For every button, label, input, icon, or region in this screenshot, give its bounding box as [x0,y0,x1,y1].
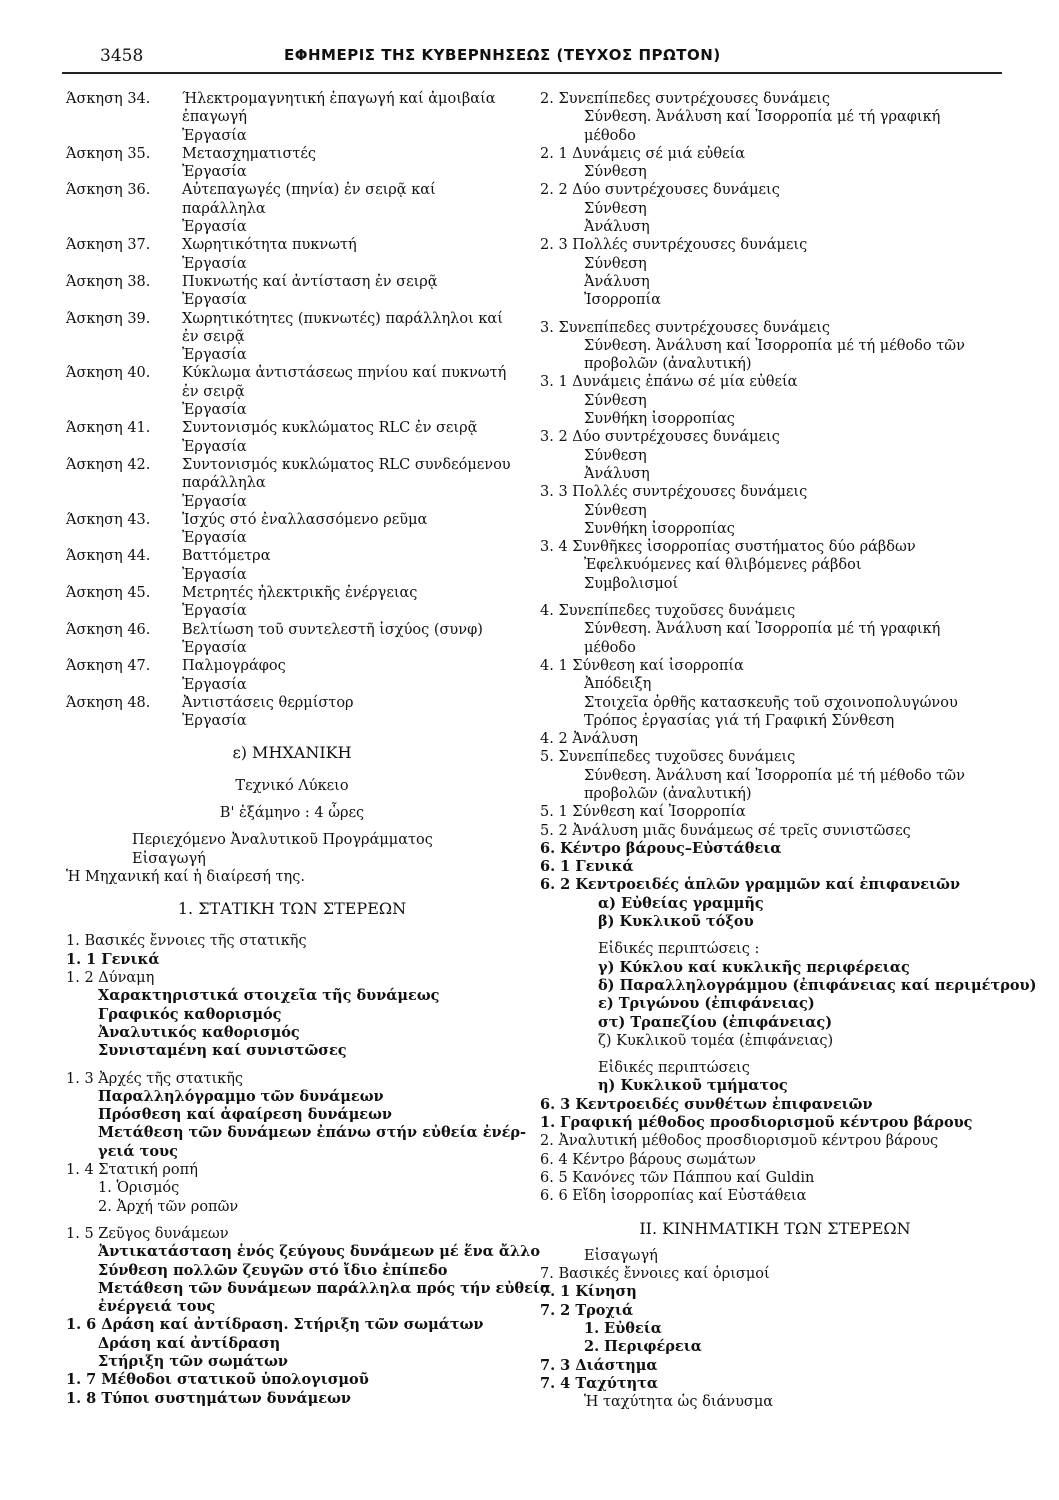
page-header [0,46,1059,70]
outline-line: 1. 1 Γενικά [66,950,160,968]
outline-line: 5. 1 Σύνθεση καί Ἰσορροπία [540,804,746,821]
outline-line: 2. Ἀρχή τῶν ροπῶν [98,1198,239,1215]
outline-line: Ἐφελκυόμενες καί θλιβόμενες ράβδοι [584,557,862,574]
outline-line: Ἡ ταχύτητα ὡς διάνυσμα [584,1394,774,1411]
outline-line: α) Εὐθείας γραμμῆς [598,894,764,912]
outline-line: Παραλληλόγραμμο τῶν δυνάμεων [98,1087,384,1105]
exercise-title: Ἰσχύς στό ἐναλλασσόμενο ρεῦμα [182,511,428,528]
work-line: Ἐργασία [182,639,247,656]
exercise-title: Βαττόμετρα [182,548,271,565]
school-type: Τεχνικό Λύκειο [235,777,349,794]
exercise-46 [66,621,518,639]
outline-line: 1. 5 Ζεῦγος δυνάμεων [66,1225,229,1242]
outline-line: β) Κυκλικοῦ τόξου [598,913,754,931]
exercise-label: Άσκηση 41. [66,420,151,437]
statics-title: 1. ΣΤΑΤΙΚΗ ΤΩΝ ΣΤΕΡΕΩΝ [177,899,407,919]
outline-line: 5. Συνεπίπεδες τυχοῦσες δυνάμεις [540,749,796,766]
exercise-title: Παλμογράφος [182,658,286,675]
work-line: Ἐργασία [182,402,247,419]
outline-line: Συμβολισμοί [584,575,679,592]
exercise-35 [66,145,518,163]
outline-line: 1. 7 Μέθοδοι στατικοῦ ὑπολογισμοῦ [66,1371,369,1389]
outline-line: 7. 4 Ταχύτητα [540,1374,659,1392]
outline-line: 6. 3 Κεντροειδές συνθέτων ἐπιφανειῶν [540,1095,873,1113]
outline-line: 4. 2 Ἀνάλυση [540,731,638,748]
outline-line: 1. 8 Τύποι συστημάτων δυνάμεων [66,1389,351,1407]
exercise-title: Συντονισμός κυκλώματος RLC συνδεόμενου παράλληλα [182,456,511,492]
work-line: Ἐργασία [182,566,247,583]
outline-line: Ἀνάλυση [584,273,650,290]
exercise-34 [66,90,518,127]
left-column [66,90,552,1408]
outline-line: Σύνθεση. Ἀνάλυση καί Ἰσορροπία μέ τή μέθοδο τῶν [584,767,965,784]
outline-line: Ἀπόδειξη [584,676,652,693]
outline-line: Ἀντικατάσταση ἑνός ζεύγους δυνάμεων μέ ἕνα ἄλλο [98,1243,540,1261]
exercise-label: Άσκηση 36. [66,182,151,199]
exercise-title: Μετρητές ἠλεκτρικῆς ἐνέργειας [182,585,418,602]
program-contents: Περιεχόμενο Ἀναλυτικοῦ Προγράμματος [132,832,433,849]
exercise-40 [66,364,518,401]
outline-line: 6. 4 Κέντρο βάρους σωμάτων [540,1151,756,1168]
outline-line: Μετάθεση τῶν δυνάμεων παράλληλα πρός τήν εὐθεία [98,1279,552,1297]
outline-line: Μετάθεση τῶν δυνάμεων ἐπάνω στήν εὐθεία ἐνέρ- [98,1124,527,1142]
outline-line: Χαρακτηριστικά στοιχεῖα τῆς δυνάμεως [98,987,440,1005]
outline-line: 2. 3 Πολλές συντρέχουσες δυνάμεις [540,237,808,254]
outline-line: 1. 2 Δύναμη [66,970,155,987]
exercise-title: Ἀντιστάσεις θερμίστορ [182,694,354,711]
outline-line: Συνθήκη ἰσορροπίας [584,520,735,537]
work-line: Ἐργασία [182,127,247,144]
exercise-title: Συντονισμός κυκλώματος RLC ἐν σειρᾷ [182,420,478,437]
outline-line: 6. 2 Κεντροειδές ἁπλῶν γραμμῶν καί ἐπιφανειῶν [540,876,961,894]
page-number: 3458 [100,46,144,66]
exercise-label: Άσκηση 35. [66,145,151,162]
outline-line: Ἀνάλυση [584,219,650,236]
exercise-label: Άσκηση 38. [66,273,151,290]
outline-line: 6. 1 Γενικά [540,858,634,876]
outline-line: 3. 1 Δυνάμεις ἐπάνω σέ μία εὐθεία [540,374,798,391]
outline-line: 7. 3 Διάστημα [540,1356,658,1374]
outline-line: 5. 2 Ἀνάλυση μιᾶς δυνάμεως σέ τρεῖς συνιστῶσες [540,822,911,839]
outline-line: 1. Ὁρισμός [98,1180,180,1197]
outline-line: Ἀνάλυση [584,465,650,482]
outline-line: 3. 3 Πολλές συντρέχουσες δυνάμεις [540,484,808,501]
outline-line: Σύνθεση [584,164,647,181]
outline-line: 1. Εὐθεία [584,1320,662,1337]
exercise-label: Άσκηση 37. [66,237,151,254]
outline-line: Στοιχεῖα ὀρθῆς κατασκευῆς τοῦ σχοινοπολυγώνου [584,694,958,711]
outline-line: προβολῶν (ἀναλυτική) [584,785,752,802]
outline-line: Δράση καί ἀντίδραση [98,1334,281,1352]
outline-line: 6. 5 Κανόνες τῶν Πάππου καί Guldin [540,1169,815,1186]
outline-line: 3. 4 Συνθῆκες ἰσορροπίας συστήματος δύο ράβδων [540,539,916,556]
work-line: Ἐργασία [182,219,247,236]
exercise-title: Χωρητικότητα πυκνωτή [182,237,357,254]
outline-line: Σύνθεση [584,200,647,217]
outline-line: 2. 2 Δύο συντρέχουσες δυνάμεις [540,182,780,199]
work-line: Ἐργασία [182,713,247,730]
exercise-39 [66,310,518,347]
outline-line: 7. Βασικές ἔννοιες καί ὁρισμοί [540,1266,770,1283]
outline-line: γειά τους [98,1142,178,1160]
outline-line: 3. 2 Δύο συντρέχουσες δυνάμεις [540,429,780,446]
outline-line: 2. Περιφέρεια [584,1338,702,1356]
outline-line: 2. 1 Δυνάμεις σέ μιά εὐθεία [540,145,746,162]
work-line: Ἐργασία [182,676,247,693]
outline-line: Σύνθεση [584,447,647,464]
exercise-47 [66,657,518,675]
outline-line: ζ) Κυκλικοῦ τομέα (ἐπιφάνειας) [598,1032,834,1049]
exercise-title: Αὐτεπαγωγές (πηνία) ἐν σειρᾷ καί παράλληλα [182,182,436,217]
exercise-title: Πυκνωτής καί ἀντίσταση ἐν σειρᾷ [182,273,438,290]
exercise-title: Βελτίωση τοῦ συντελεστῆ ἰσχύος (συνφ) [182,621,483,638]
exercise-38 [66,273,518,291]
work-line: Ἐργασία [182,530,247,547]
outline-line: 2. Ἀναλυτική μέθοδος προσδιορισμοῦ κέντρου βάρους [540,1133,939,1150]
outline-line: 3. Συνεπίπεδες συντρέχουσες δυνάμεις [540,319,831,336]
outline-line: 7. 1 Κίνηση [540,1283,637,1301]
exercise-title: Ήλεκτρομαγνητική ἐπαγωγή καί ἀμοιβαία ἐπαγωγή [182,91,496,126]
outline-line: 1. 6 Δράση καί ἀντίδραση. Στήριξη τῶν σωμάτων [66,1316,484,1334]
outline-line: 4. 1 Σύνθεση καί ἰσορροπία [540,657,744,674]
intro-text: Ἡ Μηχανική καί ἡ διαίρεσή της. [66,868,305,885]
exercise-label: Άσκηση 44. [66,548,151,565]
exercise-label: Άσκηση 45. [66,585,151,602]
outline-line: 1. 3 Ἀρχές τῆς στατικῆς [66,1070,244,1087]
outline-line: προβολῶν (ἀναλυτική) [584,356,752,373]
outline-line: γ) Κύκλου καί κυκλικῆς περιφέρειας [598,958,910,976]
exercise-label: Άσκηση 47. [66,658,151,675]
work-line: Ἐργασία [182,255,247,272]
outline-line: Συνισταμένη καί συνιστῶσες [98,1042,347,1060]
exercise-label: Άσκηση 39. [66,310,151,327]
exercise-label: Άσκηση 43. [66,511,151,528]
work-line: Ἐργασία [182,438,247,455]
exercise-label: Άσκηση 48. [66,694,151,711]
outline-line: ε) Τριγώνου (ἐπιφάνειας) [598,995,815,1013]
outline-line: Εἰσαγωγή [584,1247,658,1264]
outline-line: Σύνθεση [584,392,647,409]
mechanics-section-title: ε) ΜΗΧΑΝΙΚΗ [232,743,352,763]
outline-line: η) Κυκλικοῦ τμήματος [598,1077,788,1095]
outline-line: 1. Γραφική μέθοδος προσδιορισμοῦ κέντρου βάρους [540,1114,973,1132]
work-line: Ἐργασία [182,493,247,510]
running-title: ΕΦΗΜΕΡΙΣ ΤΗΣ ΚΥΒΕΡΝΗΣΕΩΣ (ΤΕΥΧΟΣ ΠΡΩΤΟΝ) [284,46,721,64]
outline-line: Εἰδικές περιπτώσεις [598,1060,750,1077]
outline-line: μέθοδο [584,127,636,144]
outline-line: ἐνέργειά τους [98,1298,216,1316]
kinematics-title: ΙΙ. ΚΙΝΗΜΑΤΙΚΗ ΤΩΝ ΣΤΕΡΕΩΝ [639,1218,911,1238]
outline-line: μέθοδο [584,639,636,656]
exercise-label: Άσκηση 34. [66,91,151,107]
work-line: Ἐργασία [182,603,247,620]
outline-line: Τρόπος ἐργασίας γιά τή Γραφική Σύνθεση [584,712,895,729]
work-line: Ἐργασία [182,292,247,309]
outline-line: Ἀναλυτικός καθορισμός [98,1023,300,1041]
right-column [540,90,1037,1411]
outline-line: 1. 4 Στατική ροπή [66,1162,198,1179]
outline-line: 7. 2 Τροχιά [540,1301,634,1319]
exercise-42 [66,456,518,493]
exercise-48 [66,694,518,712]
outline-line: Εἰδικές περιπτώσεις : [598,941,760,958]
exercise-37 [66,236,518,254]
header-rule [62,72,1002,74]
semester-hours: Β' ἑξάμηνο : 4 ὧρες [219,804,365,821]
outline-line: Σύνθεση [584,502,647,519]
outline-line: δ) Παραλληλογράμμου (ἐπιφάνειας καί περιμέτρου) [598,976,1037,994]
exercise-41 [66,419,518,437]
outline-line: Γραφικός καθορισμός [98,1005,282,1023]
outline-line: Στήριξη τῶν σωμάτων [98,1353,288,1370]
outline-line: Σύνθεση. Ἀνάλυση καί Ἰσορροπία μέ τή μέθοδο τῶν [584,337,965,354]
exercise-45 [66,584,518,602]
outline-line: Σύνθεση. Ἀνάλυση καί Ἰσορροπία μέ τή γραφική [584,621,941,638]
exercise-title: Κύκλωμα ἀντιστάσεως πηνίου καί πυκνωτή ἐν σειρᾷ [182,365,507,400]
outline-line: Ἰσορροπία [584,292,661,309]
exercise-44 [66,547,518,565]
work-line: Ἐργασία [182,164,247,181]
exercise-36 [66,181,518,218]
exercise-label: Άσκηση 42. [66,456,151,473]
outline-line: στ) Τραπεζίου (ἐπιφάνειας) [598,1013,833,1031]
outline-line: Σύνθεση [584,255,647,272]
outline-line: 4. Συνεπίπεδες τυχοῦσες δυνάμεις [540,603,796,620]
outline-line: Συνθήκη ἰσορροπίας [584,411,735,428]
intro-heading: Εἰσαγωγή [132,850,206,867]
outline-line: Πρόσθεση καί ἀφαίρεση δυνάμεων [98,1106,392,1124]
outline-line: 6. 6 Εἴδη ἰσορροπίας καί Εὐστάθεια [540,1188,807,1205]
outline-line: 1. Βασικές ἔννοιες τῆς στατικῆς [66,933,307,950]
exercise-title: Μετασχηματιστές [182,145,317,162]
outline-line: 2. Συνεπίπεδες συντρέχουσες δυνάμεις [540,91,831,107]
exercise-label: Άσκηση 40. [66,365,151,382]
exercise-label: Άσκηση 46. [66,621,151,638]
outline-line: 6. Κέντρο βάρους–Εὐστάθεια [540,839,782,857]
exercise-43 [66,511,518,529]
work-line: Ἐργασία [182,347,247,364]
outline-line: Σύνθεση. Ἀνάλυση καί Ἰσορροπία μέ τή γραφική [584,109,941,126]
exercise-title: Χωρητικότητες (πυκνωτές) παράλληλοι καί ἐν σειρᾷ [182,310,503,345]
outline-line: Σύνθεση πολλῶν ζευγῶν στό ἴδιο ἐπίπεδο [98,1261,448,1279]
